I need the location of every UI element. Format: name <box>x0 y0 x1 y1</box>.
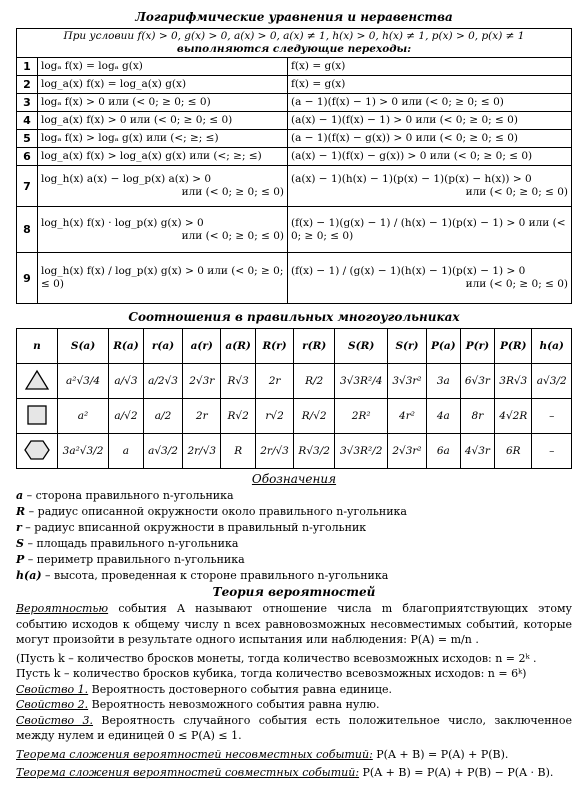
list-item: r – радиус вписанной окружности в правильный n-угольник <box>16 521 367 534</box>
property-1: Свойство 1. Вероятность достоверного события равна единице. <box>16 682 392 696</box>
table-row: 1 logₐ f(x) = logₐ g(x) f(x) = g(x) <box>17 58 572 76</box>
table-row: 3a²√3/2 a a√3/2 2r/√3 R 2r/√3 R√3/2 3√3R²/2 2√3r² 6a 4√3r 6R – <box>17 434 572 469</box>
list-item: R – радиус описанной окружности около правильного n-угольника <box>16 505 407 518</box>
table-row: 3 logₐ f(x) > 0 или (< 0; ≥ 0; ≤ 0) (a − 1)(f(x) − 1) > 0 или (< 0; ≥ 0; ≤ 0) <box>17 94 572 112</box>
probability-text <box>16 601 572 781</box>
property-2: Свойство 2. Вероятность невозможного события равна нулю. <box>16 698 380 711</box>
list-item: h(a) – высота, проведенная к стороне правильного n-угольника <box>16 569 389 582</box>
probability-definition: Вероятностью события A называют отношение числа m благоприятствующих этому событию исходов к общему числу n всех равновозможных несовместимых событий, которые могут произойти в результате одного испытания или наблюдения: P(A) = m/n . <box>16 602 572 646</box>
table-row: 2 log_a(x) f(x) = log_a(x) g(x) f(x) = g(x) <box>17 76 572 94</box>
triangle-icon <box>24 369 50 391</box>
list-item: a – сторона правильного n-угольника <box>16 489 234 502</box>
transitions-text: выполняются следующие переходы: <box>176 43 412 55</box>
notation-title: Обозначения <box>251 472 337 486</box>
table-row: 7 log_h(x) a(x) − log_p(x) a(x) > 0 или (< 0; ≥ 0; ≤ 0) (a(x) − 1)(h(x) − 1)(p(x) − 1)(p(x) − h(x)) > 0 или (< 0; ≥ 0; ≤ 0) <box>17 166 572 207</box>
dice-note: Пусть k – количество бросков кубика, тогда количество всевозможных исходов: n = 6ᵏ) <box>16 667 527 680</box>
table-header-row: n S(a) R(a) r(a) a(r) a(R) R(r) r(R) S(R) S(r) P(a) P(r) P(R) h(a) <box>17 329 572 364</box>
coin-note: (Пусть k – количество бросков монеты, тогда количество всевозможных исходов: n = 2ᵏ . <box>16 651 537 665</box>
square-icon <box>24 404 50 426</box>
table-row: 9 log_h(x) f(x) / log_p(x) g(x) > 0 или (< 0; ≥ 0; ≤ 0) (f(x) − 1) / (g(x) − 1)(h(x) − 1)(p(x) − 1) > 0 или (< 0; ≥ 0; ≤ 0) <box>17 253 572 304</box>
table-row: a² a/√2 a/2 2r R√2 r√2 R/√2 2R² 4r² 4a 8r 4√2R – <box>17 399 572 434</box>
condition-text: При условии f(x) > 0, g(x) > 0, a(x) > 0, a(x) ≠ 1, h(x) > 0, h(x) ≠ 1, p(x) > 0, p(x) ≠ 1 <box>63 30 525 42</box>
table-row: a²√3/4 a/√3 a/2√3 2√3r R√3 2r R/2 3√3R²/4 3√3r² 3a 6√3r 3R√3 a√3/2 <box>17 364 572 399</box>
prob-section-title: Теория вероятностей <box>212 585 376 599</box>
table-row: 4 log_a(x) f(x) > 0 или (< 0; ≥ 0; ≤ 0) (a(x) − 1)(f(x) − 1) > 0 или (< 0; ≥ 0; ≤ 0) <box>17 112 572 130</box>
table-row: 5 logₐ f(x) > logₐ g(x) или (<; ≥; ≤) (a − 1)(f(x) − g(x)) > 0 или (< 0; ≥ 0; ≤ 0) <box>17 130 572 148</box>
polygon-table <box>16 328 572 469</box>
log-table <box>16 28 572 304</box>
log-section-title: Логарифмические уравнения и неравенства <box>135 10 453 24</box>
table-row: 6 log_a(x) f(x) > log_a(x) g(x) или (<; ≥; ≤) (a(x) − 1)(f(x) − g(x)) > 0 или (< 0; ≥ 0; ≤ 0) <box>17 148 572 166</box>
theorem-2: Теорема сложения вероятностей совместных событий: P(A + B) = P(A) + P(B) − P(A · B). <box>16 766 554 779</box>
poly-section-title: Соотношения в правильных многоугольниках <box>128 310 460 324</box>
theorem-1: Теорема сложения вероятностей несовместных событий: P(A + B) = P(A) + P(B). <box>16 747 509 761</box>
list-item: S – площадь правильного n-угольника <box>16 537 239 550</box>
property-3: Свойство 3. Вероятность случайного события есть положительное число, заключенное между нулем и единицей 0 ≤ P(A) ≤ 1. <box>16 713 572 742</box>
hexagon-icon <box>24 439 50 461</box>
list-item: P – периметр правильного n-угольника <box>16 553 245 566</box>
notation-list <box>16 488 572 584</box>
log-table-head <box>17 29 572 58</box>
table-row: 8 log_h(x) f(x) · log_p(x) g(x) > 0 или (< 0; ≥ 0; ≤ 0) (f(x) − 1)(g(x) − 1) / (h(x) − 1)(p(x) − 1) > 0 или (< 0; ≥ 0; ≤ 0) <box>17 207 572 253</box>
